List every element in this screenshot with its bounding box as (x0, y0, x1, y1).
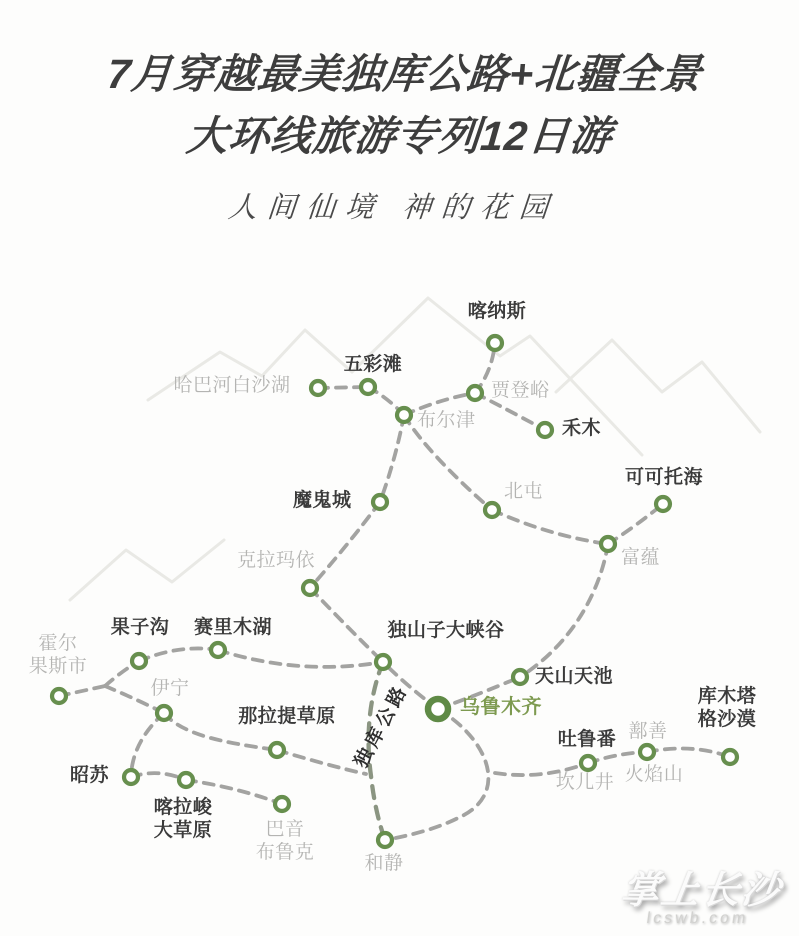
marker-keketuohai (656, 497, 670, 511)
route-burqin-devil-city (380, 415, 404, 502)
label-tianshan-tianchi: 天山天池 (535, 666, 614, 687)
label-duku-highway: 独库公路 (350, 680, 413, 772)
label-bayanbulak: 巴音 布鲁克 (255, 819, 315, 863)
title-line-1: 7月穿越最美独库公路+北疆全景 (105, 51, 705, 97)
label-kalajun-grassland: 喀拉峻 大草原 (153, 797, 213, 841)
marker-kalajun-grassland (179, 773, 193, 787)
label-khorgos: 霍尔 果斯市 (28, 633, 88, 677)
label-dushanzi-canyon: 独山子大峡谷 (387, 620, 505, 641)
label-urumqi: 乌鲁木齐 (460, 696, 542, 718)
label-kanas: 喀纳斯 (467, 301, 527, 322)
label-hejing: 和静 (364, 853, 404, 874)
label-yining: 伊宁 (150, 678, 190, 699)
marker-khorgos (52, 689, 66, 703)
route-shanshan-kumtag (647, 748, 730, 757)
marker-kanas (488, 336, 502, 350)
label-guozigou: 果子沟 (110, 617, 170, 638)
marker-dushanzi-canyon (376, 655, 390, 669)
mountain-ridge-3 (70, 540, 224, 600)
marker-habahe-white-sand-lake (311, 381, 325, 395)
marker-bayanbulak (275, 797, 289, 811)
label-nalati-grassland: 那拉提草原 (238, 706, 336, 727)
route-karamay-dushanzi (310, 588, 383, 662)
marker-tianshan-tianchi (513, 670, 527, 684)
marker-shanshan (640, 745, 654, 759)
marker-jiadengyu (468, 386, 482, 400)
marker-zhaosu (124, 770, 138, 784)
marker-sayram-lake (211, 643, 225, 657)
marker-beitun (485, 503, 499, 517)
label-karez: 坎儿井 (555, 772, 615, 793)
route-guozigou-sayram (139, 648, 218, 661)
marker-hemu (538, 423, 552, 437)
marker-karamay (303, 581, 317, 595)
label-fuyun: 富蕴 (621, 547, 661, 568)
route-yining-zhaosu (131, 713, 164, 777)
label-shanshan: 鄯善 (628, 721, 668, 742)
route-urumqi-hejing (385, 709, 488, 840)
label-beitun: 北屯 (504, 481, 544, 502)
marker-wucaitan (361, 380, 375, 394)
label-karamay: 克拉玛依 (236, 550, 316, 571)
marker-nalati-grassland (270, 743, 284, 757)
marker-turpan (581, 756, 595, 770)
poster-subtitle: 人间仙境 神的花园 (226, 192, 560, 224)
watermark-brand: 掌上长沙 (618, 870, 785, 912)
route-sayram-dushanzi (218, 650, 383, 667)
route-fuyun-keketuohai (608, 504, 663, 544)
route-beitun-fuyun (492, 510, 608, 544)
watermark (616, 859, 786, 928)
label-zhaosu: 昭苏 (70, 765, 110, 786)
marker-hejing (378, 833, 392, 847)
label-flaming-mountain: 火焰山 (624, 764, 684, 785)
title-line-2: 大环线旅游专列12日游 (184, 112, 615, 159)
marker-burqin (397, 408, 411, 422)
label-kumtag-desert: 库木塔 格沙漠 (697, 686, 757, 730)
label-hemu: 禾木 (562, 418, 602, 439)
label-sayram-lake: 赛里木湖 (193, 617, 273, 638)
label-wucaitan: 五彩滩 (343, 354, 403, 375)
label-keketuohai: 可可托海 (624, 467, 704, 488)
marker-guozigou (132, 654, 146, 668)
label-burqin: 布尔津 (417, 410, 476, 431)
marker-devil-city (373, 495, 387, 509)
marker-kumtag-desert (723, 750, 737, 764)
label-habahe-white-sand-lake: 哈巴河白沙湖 (173, 375, 291, 396)
watermark-site: lcswb.com (645, 910, 750, 927)
marker-fuyun (601, 537, 615, 551)
marker-yining (157, 706, 171, 720)
label-devil-city: 魔鬼城 (293, 490, 352, 511)
label-jiadengyu: 贾登峪 (491, 380, 550, 401)
route-devil-city-karamay (310, 502, 380, 588)
label-turpan: 吐鲁番 (557, 729, 617, 750)
route-fuyun-tianchi (520, 544, 608, 677)
marker-urumqi-highlight (428, 699, 448, 719)
